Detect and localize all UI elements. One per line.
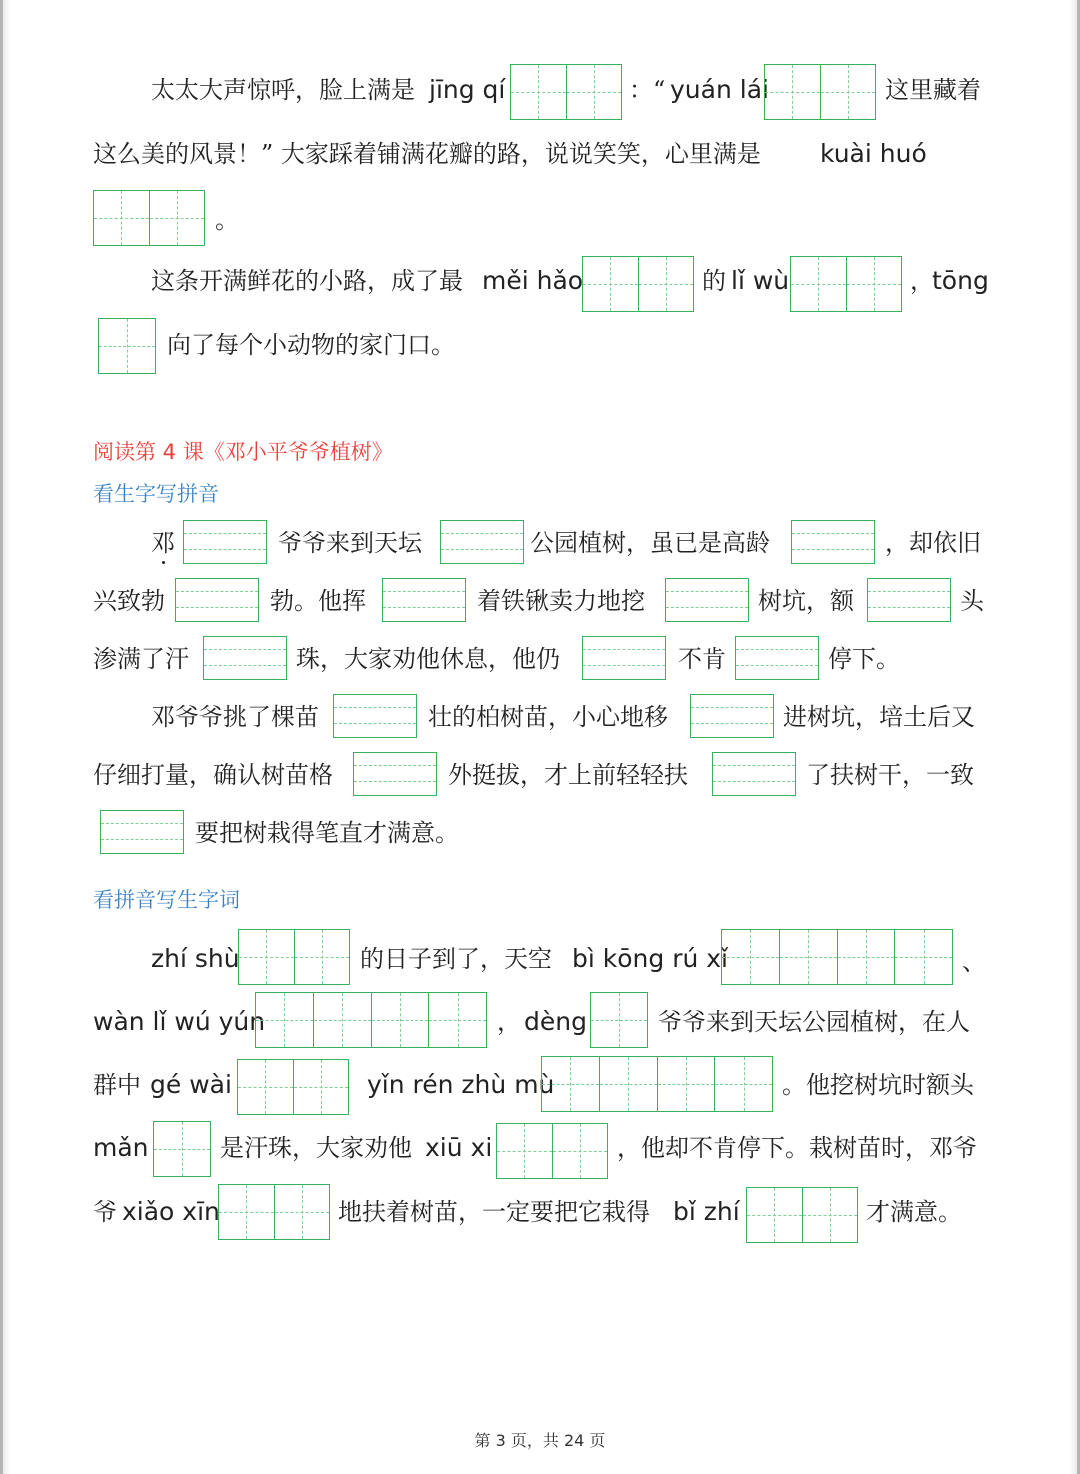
pinyin-answer-box[interactable] <box>175 578 259 622</box>
pinyin-answer-box[interactable] <box>333 694 417 738</box>
pinyin-prompt: yǐn rén zhù mù <box>367 1070 555 1099</box>
pinyin-answer-box[interactable] <box>203 636 287 680</box>
text: 的 <box>702 267 726 295</box>
answer-grid[interactable] <box>582 256 694 312</box>
text: ，却依旧 <box>885 529 981 557</box>
answer-grid[interactable] <box>764 64 876 120</box>
pinyin-prompt: xiǎo xīn <box>122 1197 220 1226</box>
text: 这么美的风景！” 大家踩着铺满花瓣的路，说说笑笑，心里满是 <box>93 140 761 168</box>
pinyin-answer-box[interactable] <box>867 578 951 622</box>
answer-grid[interactable] <box>746 1187 858 1243</box>
text: ，他却不肯停下。栽树苗时，邓爷 <box>617 1134 977 1162</box>
text: 不肯 <box>678 645 726 673</box>
text: 壮的柏树苗，小心地移 <box>428 703 668 731</box>
text: 爷爷来到天坛公园植树，在人 <box>658 1008 970 1036</box>
answer-grid[interactable] <box>721 929 953 985</box>
text: 珠，大家劝他休息，他仍 <box>296 645 560 673</box>
text: 着铁锹卖力地挖 <box>477 587 645 615</box>
page-footer: 第 3 页，共 24 页 <box>474 1431 606 1450</box>
pinyin-prompt: xiū xi <box>425 1133 493 1162</box>
pinyin-prompt: bǐ zhí <box>673 1197 740 1226</box>
pinyin-prompt: yuán lái <box>670 75 769 104</box>
text: 才满意。 <box>866 1198 962 1226</box>
text: 。 <box>215 206 239 234</box>
answer-grid[interactable] <box>541 1056 773 1112</box>
answer-grid[interactable] <box>590 992 648 1048</box>
text: 勃。他挥 <box>270 587 366 615</box>
answer-grid[interactable] <box>790 256 902 312</box>
text: 要把树栽得笔直才满意。 <box>195 819 459 847</box>
answer-grid[interactable] <box>218 1184 330 1240</box>
answer-grid[interactable] <box>238 929 350 985</box>
answer-grid[interactable] <box>237 1059 349 1115</box>
pinyin-answer-box[interactable] <box>712 752 796 796</box>
pinyin-answer-box[interactable] <box>582 636 666 680</box>
pinyin-answer-box[interactable] <box>353 752 437 796</box>
pinyin-answer-box[interactable] <box>665 578 749 622</box>
text: 是汗珠，大家劝他 <box>220 1134 412 1162</box>
answer-grid[interactable] <box>153 1121 211 1177</box>
text: 邓爷爷挑了棵苗 <box>151 703 319 731</box>
page-edge-shadow-right <box>1069 0 1077 1474</box>
text: 这条开满鲜花的小路，成了最 <box>151 267 463 295</box>
pinyin-prompt: jīng qí <box>429 75 506 104</box>
pinyin-prompt: zhí shù <box>151 944 240 973</box>
text: 群中 <box>93 1071 141 1099</box>
page-edge-shadow-left <box>3 0 11 1474</box>
text: 头 <box>960 587 984 615</box>
answer-grid[interactable] <box>98 318 156 374</box>
pinyin-answer-box[interactable] <box>690 694 774 738</box>
answer-grid[interactable] <box>510 64 622 120</box>
text: 停下。 <box>828 645 900 673</box>
pinyin-answer-box[interactable] <box>440 520 524 564</box>
section-title-write-pinyin: 看生字写拼音 <box>93 482 219 506</box>
lesson-title: 阅读第 4 课《邓小平爷爷植树》 <box>93 440 393 464</box>
text: 向了每个小动物的家门口。 <box>167 331 455 359</box>
text: 公园植树，虽已是高龄 <box>530 529 770 557</box>
marked-char: 邓 <box>151 529 175 557</box>
pinyin-answer-box[interactable] <box>791 520 875 564</box>
pinyin-prompt: bì kōng rú xǐ <box>572 944 729 973</box>
answer-grid[interactable] <box>93 190 205 246</box>
pinyin-prompt: tōng <box>932 266 989 295</box>
pinyin-prompt: dèng <box>524 1007 587 1036</box>
text: 爷 <box>93 1198 117 1226</box>
text: 太太大声惊呼，脸上满是 <box>151 76 415 104</box>
pinyin-prompt: wàn lǐ wú yún <box>93 1007 266 1036</box>
answer-grid[interactable] <box>496 1123 608 1179</box>
pinyin-prompt: kuài huó <box>820 139 927 168</box>
text: 的日子到了，天空 <box>360 945 552 973</box>
pinyin-answer-box[interactable] <box>100 810 184 854</box>
pinyin-answer-box[interactable] <box>183 520 267 564</box>
text: 。他挖树坑时额头 <box>782 1071 974 1099</box>
text: 树坑，额 <box>758 587 854 615</box>
pinyin-answer-box[interactable] <box>735 636 819 680</box>
text: 这里藏着 <box>885 76 981 104</box>
pinyin-answer-box[interactable] <box>382 578 466 622</box>
text: ：“ <box>629 76 666 104</box>
text: 地扶着树苗，一定要把它栽得 <box>338 1198 650 1226</box>
text: ， <box>910 267 934 295</box>
section-title-write-characters: 看拼音写生字词 <box>93 888 240 912</box>
text: 仔细打量，确认树苗格 <box>93 761 333 789</box>
text: 了扶树干，一致 <box>806 761 974 789</box>
text: 、 <box>962 948 986 976</box>
text: 外挺拔，才上前轻轻扶 <box>448 761 688 789</box>
text: 进树坑，培土后又 <box>783 703 975 731</box>
pinyin-prompt: lǐ wù <box>731 266 790 295</box>
answer-grid[interactable] <box>255 992 487 1048</box>
text: 渗满了汗 <box>93 645 189 673</box>
pinyin-prompt: mǎn <box>93 1133 149 1162</box>
text: 兴致勃 <box>93 587 165 615</box>
text <box>151 531 175 555</box>
pinyin-prompt: gé wài <box>150 1070 232 1099</box>
text: ， <box>497 1008 521 1036</box>
text: 爷爷来到天坛 <box>278 529 422 557</box>
pinyin-prompt: měi hǎo <box>482 266 584 295</box>
